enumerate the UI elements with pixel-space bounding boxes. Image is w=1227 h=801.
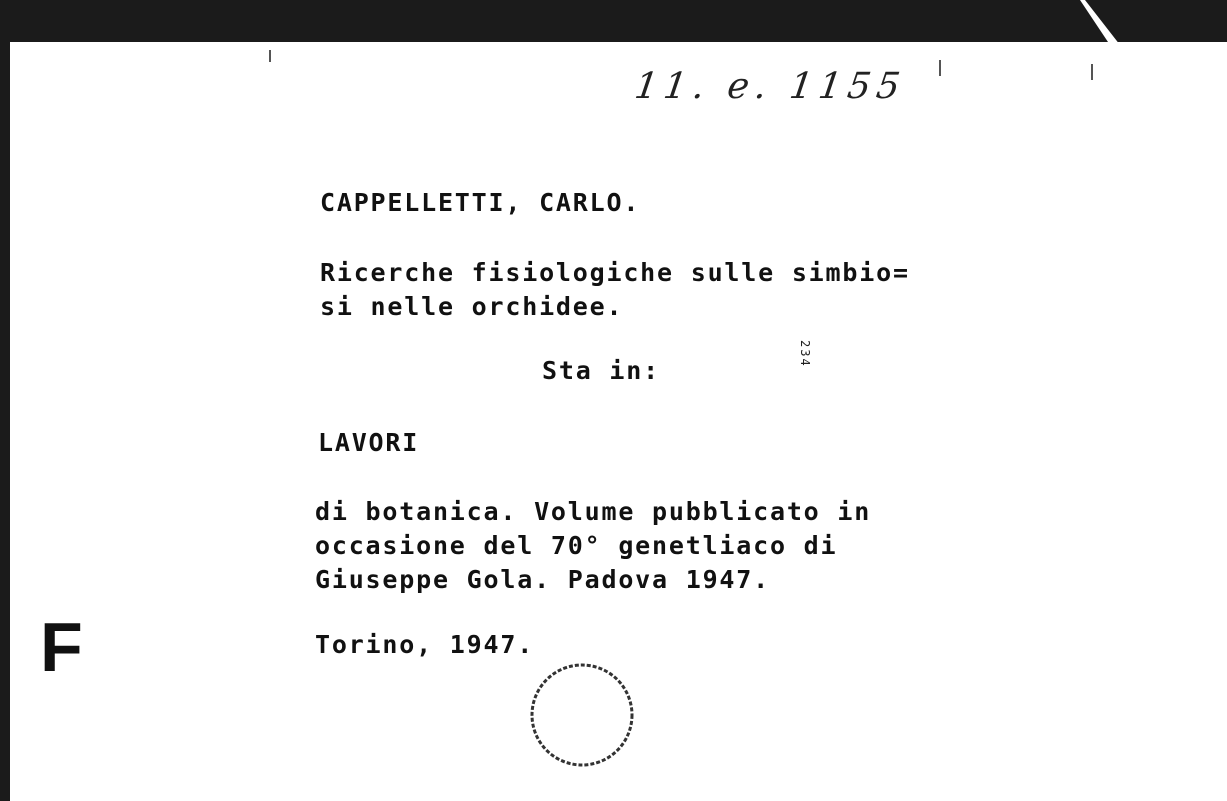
corner-tear	[1080, 0, 1120, 45]
author-heading: CAPPELLETTI, CARLO.	[320, 188, 641, 217]
imprint: Torino, 1947.	[315, 630, 535, 659]
side-number: 234	[798, 340, 812, 368]
marker-letter: F	[40, 608, 83, 686]
series-line-1: di botanica. Volume pubblicato in	[315, 497, 872, 526]
hole-punch-circle	[532, 665, 632, 765]
title-line-2: si nelle orchidee.	[320, 292, 624, 321]
title-line-1: Ricerche fisiologiche sulle simbio=	[320, 258, 910, 287]
call-number: 11. e. 1155	[632, 66, 909, 107]
left-border	[0, 0, 10, 801]
series-heading: LAVORI	[318, 428, 420, 457]
series-line-3: Giuseppe Gola. Padova 1947.	[315, 565, 770, 594]
series-line-2: occasione del 70° genetliaco di	[315, 531, 838, 560]
sta-in-label: Sta in:	[542, 356, 660, 385]
top-border	[0, 0, 1227, 42]
